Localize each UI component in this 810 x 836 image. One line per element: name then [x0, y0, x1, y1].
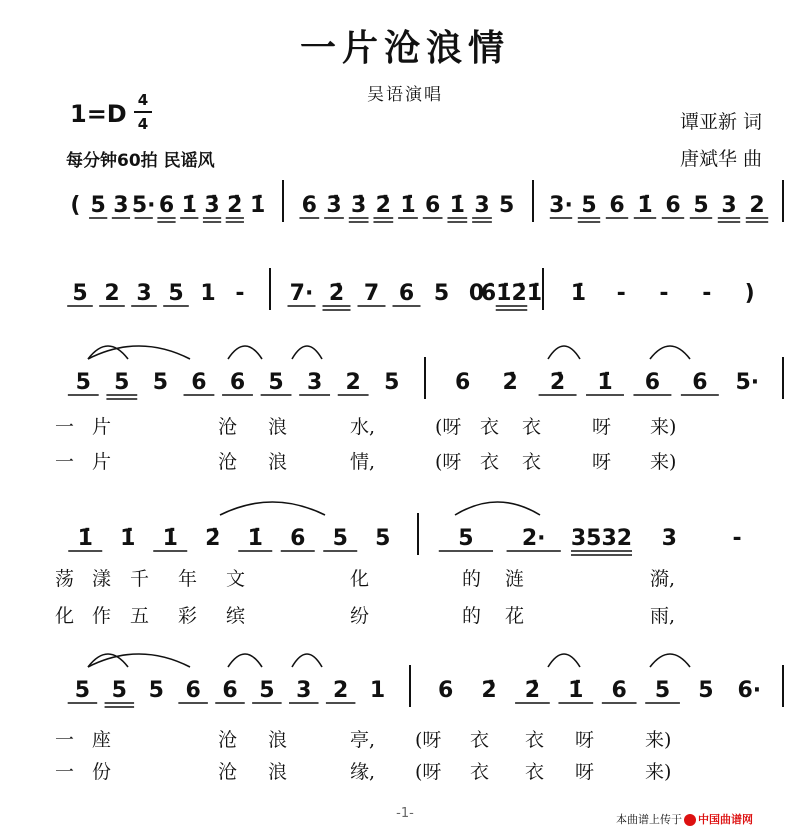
- note: 3̇: [351, 193, 367, 218]
- lyric-syllable: 衣: [525, 761, 545, 783]
- lyric-syllable: 文: [226, 568, 246, 590]
- lyric-syllable: 缘,: [350, 761, 376, 783]
- lyric-syllable: 浪: [268, 761, 288, 783]
- lyric-syllable: 雨,: [650, 605, 676, 627]
- note: 1̇: [120, 526, 136, 551]
- note: 5: [72, 281, 88, 306]
- lyric-syllable: 千: [130, 568, 150, 590]
- note: 5: [152, 370, 169, 395]
- key-signature: 1=D: [70, 100, 127, 128]
- lyric-syllable: 沧: [218, 761, 238, 783]
- lyricist-credit: 谭亚新 词: [680, 111, 763, 133]
- lyric-syllable: 衣: [470, 761, 490, 783]
- time-signature-top: 4: [137, 91, 149, 109]
- note: 2̇: [502, 370, 518, 395]
- note: 1̇: [247, 526, 263, 551]
- note: 6: [438, 678, 454, 703]
- note: 6: [665, 193, 681, 218]
- note: 2: [345, 370, 361, 395]
- note: 1̇: [249, 193, 266, 218]
- note: 6: [229, 370, 246, 395]
- slur-arc: [548, 346, 580, 359]
- lyric-syllable: 座: [92, 729, 112, 751]
- composer-credit: 唐斌华 曲: [680, 148, 763, 170]
- lyric-syllable: 沧: [218, 729, 238, 751]
- lyric-syllable: 一: [55, 451, 75, 473]
- lyric-syllable: 的: [462, 605, 482, 627]
- lyric-syllable: 一: [55, 729, 75, 751]
- note: ): [744, 281, 755, 306]
- note: 3̇: [204, 193, 220, 218]
- note: 2: [749, 193, 765, 218]
- lyric-syllable: 片: [92, 451, 112, 473]
- note: 5: [384, 370, 400, 395]
- note: 6·: [737, 678, 762, 703]
- note: 6: [398, 281, 415, 306]
- lyric-syllable: 衣: [522, 416, 542, 438]
- lyric-syllable: 呀: [575, 761, 595, 783]
- lyric-syllable: 亭,: [350, 729, 376, 751]
- note: 6: [158, 193, 175, 218]
- lyric-syllable: (呀: [415, 729, 442, 751]
- note: 3̇: [326, 193, 342, 218]
- lyric-syllable: 涟: [505, 568, 525, 590]
- lyric-syllable: 来): [650, 451, 677, 473]
- lyric-syllable: 漪,: [650, 568, 676, 590]
- lyric-syllable: 浪: [268, 451, 288, 473]
- lyric-syllable: (呀: [415, 761, 442, 783]
- lyric-syllable: 纷: [350, 605, 370, 627]
- slur-arc: [650, 346, 690, 359]
- upload-footer: [616, 811, 753, 827]
- note: 5·: [131, 193, 156, 218]
- note: 6: [425, 193, 441, 218]
- lyric-syllable: 花: [505, 605, 525, 627]
- note: 5·: [735, 370, 760, 395]
- note: 7·: [289, 281, 314, 306]
- lyric-syllable: 来): [650, 416, 677, 438]
- lyric-syllable: 的: [462, 568, 482, 590]
- lyric-syllable: (呀: [435, 416, 462, 438]
- note: 5: [148, 678, 164, 703]
- lyric-syllable: 一: [55, 761, 75, 783]
- note: 3: [296, 678, 312, 703]
- slur-arc: [455, 502, 540, 515]
- lyric-syllable: 彩: [178, 605, 198, 627]
- footer-site-name: 中国曲谱网: [698, 813, 753, 826]
- note: 5: [375, 526, 391, 551]
- note: 5: [581, 193, 597, 218]
- note: 5: [654, 678, 671, 703]
- lyric-syllable: 衣: [525, 729, 545, 751]
- note: 5: [259, 678, 275, 703]
- note: -: [659, 281, 669, 306]
- note: -: [732, 526, 742, 551]
- note: 2̇: [549, 370, 566, 395]
- slur-arc: [88, 654, 190, 667]
- note: 3: [721, 193, 737, 218]
- note: 5: [698, 678, 714, 703]
- note: -: [616, 281, 626, 306]
- note: 5: [90, 193, 106, 218]
- note: 1: [200, 281, 216, 306]
- note: -: [702, 281, 712, 306]
- note: 3: [136, 281, 152, 306]
- lyric-syllable: 化: [350, 568, 370, 590]
- note: 5: [111, 678, 127, 703]
- tempo-marking: 每分钟60拍 民谣风: [66, 151, 215, 171]
- lyric-syllable: 呀: [575, 729, 595, 751]
- note: 6: [185, 678, 201, 703]
- note: 6: [290, 526, 306, 551]
- lyric-syllable: (呀: [435, 451, 462, 473]
- lyric-syllable: 沧: [218, 416, 238, 438]
- note: 1̇: [568, 678, 584, 703]
- note: 6̇1̇2̇1̇: [480, 281, 543, 306]
- note: 5: [168, 281, 184, 306]
- slur-arc: [220, 502, 325, 515]
- lyric-syllable: 呀: [592, 451, 612, 473]
- site-logo-icon: [684, 814, 696, 826]
- note: 5: [458, 526, 474, 551]
- slur-arc: [228, 654, 262, 667]
- lyric-syllable: 情,: [350, 451, 376, 473]
- slur-arc: [292, 654, 322, 667]
- note: 3: [306, 370, 323, 395]
- note: 5: [499, 193, 515, 218]
- lyric-syllable: 来): [645, 729, 672, 751]
- note: 3: [661, 526, 677, 551]
- note: -: [235, 281, 245, 306]
- lyric-syllable: 衣: [522, 451, 542, 473]
- note: 6: [609, 193, 625, 218]
- note: 3·: [549, 193, 573, 218]
- note: 6: [692, 370, 708, 395]
- note: 2̇: [481, 678, 497, 703]
- lyric-syllable: 衣: [480, 451, 500, 473]
- song-subtitle: 吴语演唱: [367, 85, 443, 105]
- lyric-syllable: 来): [645, 761, 672, 783]
- note: 2̇: [328, 281, 345, 306]
- lyric-syllable: 水,: [350, 416, 376, 438]
- note: 5: [433, 281, 450, 306]
- slur-arc: [228, 346, 262, 359]
- note: 6: [222, 678, 238, 703]
- note: 1̇: [570, 281, 587, 306]
- note: 2̇: [205, 526, 221, 551]
- note: 1: [369, 678, 386, 703]
- note: 2̇: [524, 678, 541, 703]
- song-title: 一片沧浪情: [299, 28, 510, 69]
- slur-arc: [548, 654, 580, 667]
- lyric-syllable: 浪: [268, 729, 288, 751]
- note: 6: [191, 370, 207, 395]
- footer-text: 本曲谱上传于: [616, 813, 682, 826]
- lyric-syllable: 片: [92, 416, 112, 438]
- time-signature-bottom: 4: [137, 115, 149, 133]
- note: 1̇: [637, 193, 653, 218]
- note: 1̇: [162, 526, 178, 551]
- note: 1̇: [181, 193, 197, 218]
- lyric-syllable: 漾: [92, 568, 112, 590]
- note: 2: [104, 281, 120, 306]
- lyric-syllable: 呀: [592, 416, 612, 438]
- note: 1̇: [449, 193, 465, 218]
- note: 3: [113, 193, 129, 218]
- note: 6: [301, 193, 317, 218]
- lyric-syllable: 份: [92, 761, 112, 783]
- slur-arc: [292, 346, 322, 359]
- note: 6: [455, 370, 471, 395]
- note: 1̇: [77, 526, 93, 551]
- page-number: -1-: [396, 806, 414, 821]
- lyric-syllable: 作: [92, 605, 112, 627]
- lyric-syllable: 衣: [480, 416, 500, 438]
- slur-arc: [650, 654, 690, 667]
- lyric-syllable: 化: [55, 605, 75, 627]
- lyric-syllable: 衣: [470, 729, 490, 751]
- note: 2: [333, 678, 349, 703]
- note: 1̇: [597, 370, 613, 395]
- note: 2·: [521, 526, 546, 551]
- note: 2̇: [375, 193, 391, 218]
- lyric-syllable: 一: [55, 416, 75, 438]
- lyric-syllable: 荡: [55, 568, 75, 590]
- note: 6: [644, 370, 661, 395]
- note: 6: [611, 678, 627, 703]
- lyric-syllable: 五: [130, 605, 150, 627]
- lyric-syllable: 沧: [218, 451, 238, 473]
- slur-arc: [88, 346, 190, 359]
- note: (: [70, 193, 81, 218]
- note: 2̇: [227, 193, 243, 218]
- note: 5: [75, 370, 91, 395]
- note: 5: [332, 526, 348, 551]
- note: 5: [114, 370, 130, 395]
- lyric-syllable: 缤: [226, 605, 246, 627]
- note: 5: [74, 678, 91, 703]
- note: 5: [268, 370, 284, 395]
- note: 5: [693, 193, 709, 218]
- note: 1̇: [400, 193, 416, 218]
- note: 3532: [570, 526, 633, 551]
- note: 3: [474, 193, 490, 218]
- note: 0: [468, 281, 485, 306]
- note: 7: [363, 281, 380, 306]
- lyric-syllable: 浪: [268, 416, 288, 438]
- lyric-syllable: 年: [178, 568, 198, 590]
